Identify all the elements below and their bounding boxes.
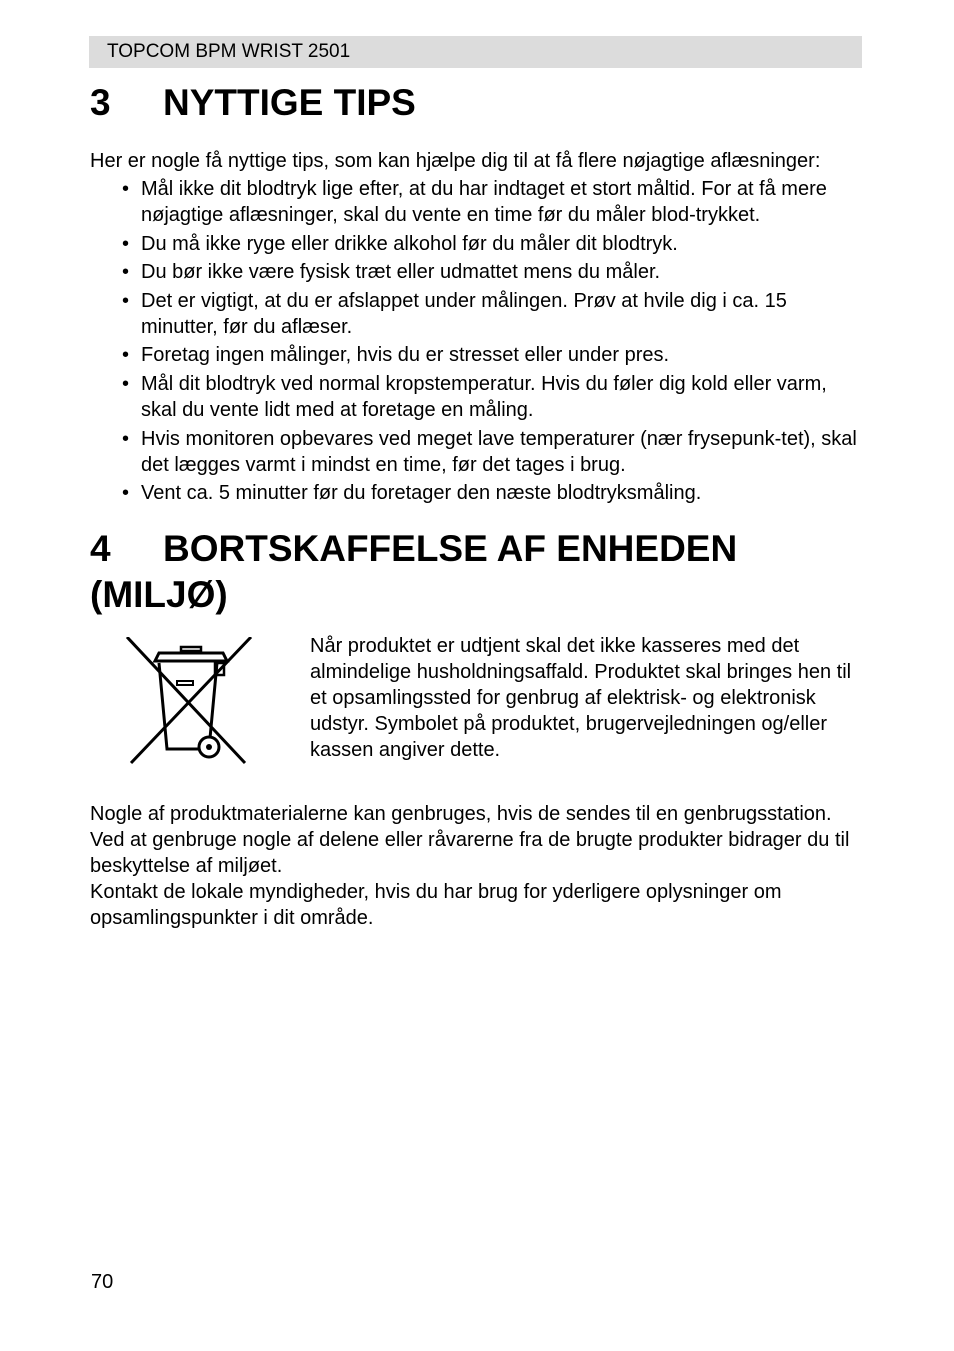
tips-list (90, 176, 862, 506)
running-header (89, 36, 862, 68)
tips-intro: Her er nogle få nyttige tips, som kan hjælpe dig til at få flere nøjagtige aflæsninger: (90, 150, 821, 172)
section-3-title: NYTTIGE TIPS (163, 82, 416, 123)
list-item: • Du må ikke ryge eller drikke alkohol før du måler dit blodtryk. (141, 231, 862, 257)
list-item: • Vent ca. 5 minutter før du foretager den næste blodtryksmåling. (141, 480, 862, 506)
page-content (90, 80, 862, 931)
list-item: • Mål ikke dit blodtryk lige efter, at du har indtaget et stort måltid. For at få mere nøjagtige aflæsninger, skal du vente en time før du måler blod-trykket. (141, 176, 862, 228)
page-number: 70 (91, 1271, 114, 1293)
section-3-number: 3 (90, 82, 111, 123)
list-item: • Mål dit blodtryk ved normal kropstemperatur. Hvis du føler dig kold eller varm, skal du vente lidt med at foretage en måling. (141, 371, 862, 423)
section-4-title: BORTSKAFFELSE AF ENHEDEN (MILJØ) (90, 528, 738, 616)
list-item: • Foretag ingen målinger, hvis du er stresset eller under pres. (141, 342, 862, 368)
contact-paragraph: Kontakt de lokale myndigheder, hvis du har brug for yderligere oplysninger om opsamlingspunkter i dit område. (90, 881, 782, 930)
section-4-heading (90, 526, 862, 618)
recycling-paragraph: Nogle af produktmaterialerne kan genbruges, hvis de sendes til en genbrugsstation. Ved at genbruge nogle af delene eller råvarerne fra de brugte produkter bidrager du til beskyttelse af miljøet. (90, 803, 850, 878)
list-item: • Du bør ikke være fysisk træt eller udmattet mens du måler. (141, 259, 862, 285)
section-4-number: 4 (90, 528, 111, 570)
weee-symbol (90, 633, 310, 779)
crossed-out-wheelie-bin-icon (125, 637, 255, 767)
list-item: • Hvis monitoren opbevares ved meget lave temperaturer (nær frysepunk-tet), skal det lægges varmt i mindst en time, før det tages i brug. (141, 426, 862, 478)
disposal-text: Når produktet er udtjent skal det ikke kasseres med det almindelige husholdningsaffald. Produktet skal bringes hen til et opsamlingssted for genbrug af elektrisk- og elektronisk udstyr. Symbolet på produktet, brugervejledningen og/eller kassen angiver dette. (310, 635, 852, 762)
list-item: • Det er vigtigt, at du er afslappet under målingen. Prøv at hvile dig i ca. 15 minutter, før du aflæser. (141, 288, 862, 340)
section-3-heading (90, 80, 862, 126)
disposal-block (90, 633, 862, 779)
header-title: TOPCOM BPM WRIST 2501 (107, 41, 351, 62)
